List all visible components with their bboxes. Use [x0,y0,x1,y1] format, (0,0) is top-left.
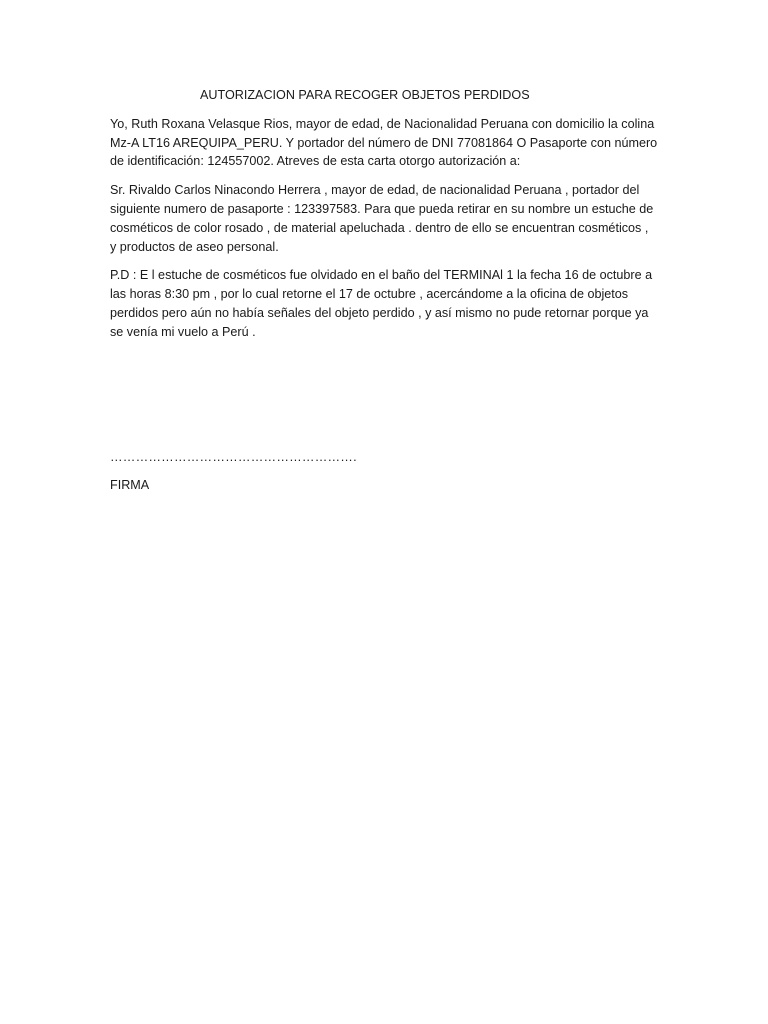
signature-spacer [110,352,658,448]
signature-line: …………………………………………………. [110,449,357,464]
document-body [110,86,658,495]
paragraph-authorizer: Yo, Ruth Roxana Velasque Rios, mayor de edad, de Nacionalidad Peruana con domicilio la colina Mz-A LT16 AREQUIPA_PERU. Y portador del número de DNI 77081864 O Pasaporte con número de identificación: 124557002. Atreves de esta carta otorgo autorización a: [110,116,658,169]
paragraph-postscript: P.D : E l estuche de cosméticos fue olvidado en el baño del TERMINAl 1 la fecha 16 de octubre a las horas 8:30 pm , por lo cual retorne el 17 de octubre , acercándome a la oficina de objetos perdidos pero aún no había señales del objeto perdido , y así mismo no pude retornar porque ya se venía mi vuelo a Perú . [110,268,653,339]
signature-label: FIRMA [110,478,150,493]
paragraph-authorized-person: Sr. Rivaldo Carlos Ninacondo Herrera , mayor de edad, de nacionalidad Peruana , portador del siguiente numero de pasaporte : 123397583. Para que pueda retirar en su nombre un estuche de cosméticos de color rosado , de material apeluchada . dentro de ello se encuentran cosméticos , y productos de aseo personal. [110,183,654,254]
document-title: AUTORIZACION PARA RECOGER OBJETOS PERDIDOS [200,88,530,102]
